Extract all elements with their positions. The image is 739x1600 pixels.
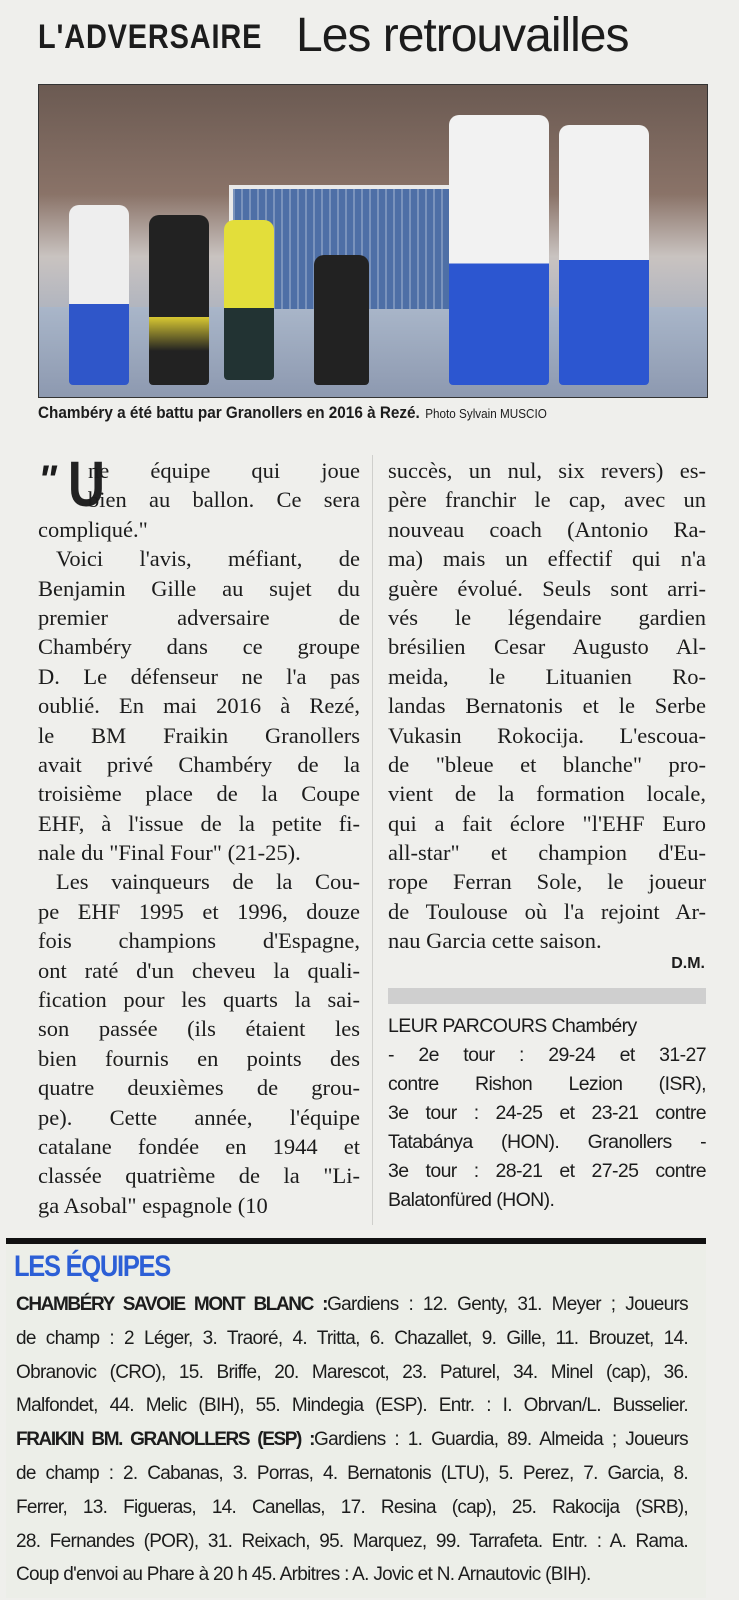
parcours-box — [388, 1012, 706, 1215]
teams-box — [6, 1238, 706, 1598]
parcours-line: 3e tour : 28-21 et 27-25 contre — [388, 1160, 706, 1182]
handball-match-photo — [38, 84, 708, 398]
article-line: père franchir le cap, avec un — [388, 487, 706, 513]
article-line: qui a fait éclore "l'EHF Euro — [388, 810, 706, 836]
article-line: troisième place de la Coupe — [38, 781, 360, 807]
parcours-line: Balatonfüred (HON). — [388, 1189, 555, 1211]
team-name: CHAMBÉRY SAVOIE MONT BLANC : — [16, 1294, 328, 1315]
referee-yellow — [224, 220, 274, 380]
section-kicker: L'ADVERSAIRE — [38, 18, 263, 56]
article-line: fois champions d'Espagne, — [38, 928, 360, 954]
team-line: 28. Fernandes (POR), 31. Reixach, 95. Marquez, 99. Tarrafeta. Entr. : A. Rama. — [16, 1530, 688, 1552]
article-line: de Toulouse où l'a rejoint Ar- — [388, 898, 706, 924]
teams-top-rule — [6, 1238, 706, 1244]
article-line: avait privé Chambéry de la — [38, 751, 360, 777]
article-line: Benjamin Gille au sujet du — [38, 575, 360, 601]
article-line: oublié. En mai 2016 à Rezé, — [38, 693, 360, 719]
article-line: succès, un nul, six revers) es- — [388, 458, 706, 483]
team-line: Malfondet, 44. Melic (BIH), 55. Mindegia (ESP). Entr. : I. Obrvan/L. Busselier. — [16, 1395, 688, 1417]
article-left-column — [38, 456, 360, 1220]
player-black-23 — [149, 215, 209, 385]
parcours-line: LEUR PARCOURS Chambéry — [388, 1015, 637, 1037]
player-white-7 — [449, 115, 549, 385]
article-line: pe EHF 1995 et 1996, douze — [38, 898, 360, 924]
article-line: catalane fondée en 1944 et — [38, 1133, 360, 1159]
article-line: EHF, à l'issue de la petite fi- — [38, 810, 360, 836]
parcours-line: - 2e tour : 29-24 et 31-27 — [388, 1044, 706, 1066]
article-line: Voici l'avis, méfiant, de — [56, 546, 360, 572]
player-white-14 — [69, 205, 129, 385]
player-bent — [314, 255, 369, 385]
team-line: de champ : 2 Léger, 3. Traoré, 4. Tritta, 6. Chazallet, 9. Gille, 11. Brouzet, 14. — [16, 1327, 688, 1349]
team-roster-text: Gardiens : 1. Guardia, 89. Almeida ; Joueurs — [314, 1429, 688, 1451]
parcours-line: Tatabánya (HON). Granollers - — [388, 1131, 706, 1153]
article-line: classée quatrième de la "Li- — [38, 1163, 360, 1189]
team-line: Ferrer, 13. Figueras, 14. Canellas, 17. Resina (cap), 25. Rakocija (SRB), — [16, 1496, 688, 1518]
article-line: vés le légendaire gardien — [388, 604, 706, 630]
article-line: meida, le Lituanien Ro- — [388, 663, 706, 689]
article-line: Les vainqueurs de la Cou- — [56, 869, 360, 895]
article-right-column — [388, 456, 706, 956]
teams-body — [16, 1288, 688, 1592]
opening-quote-mark: " — [38, 458, 57, 502]
parcours-line: 3e tour : 24-25 et 23-21 contre — [388, 1102, 706, 1124]
caption-text: Chambéry a été battu par Granollers en 2016 à Rezé. — [38, 403, 420, 422]
article-line: Chambéry dans ce groupe — [38, 634, 360, 660]
team-line — [16, 1423, 688, 1457]
article-line: Vukasin Rokocija. L'escoua- — [388, 722, 706, 748]
article-line: nale du "Final Four" (21-25). — [38, 840, 301, 866]
article-line: D. Le défenseur ne l'a pas — [38, 663, 360, 689]
parcours-separator — [388, 988, 706, 1004]
article-line: guère évolué. Seuls sont arri- — [388, 575, 706, 601]
article-line: pe). Cette année, l'équipe — [38, 1104, 360, 1130]
column-divider — [372, 455, 373, 1225]
article-line: rope Ferran Sole, le joueur — [388, 869, 706, 895]
article-line: son passée (ils étaient les — [38, 1016, 360, 1042]
article-line: quatre deuxièmes de grou- — [38, 1075, 360, 1101]
article-line: landas Bernatonis et le Serbe — [388, 693, 706, 719]
article-line: all-star" et champion d'Eu- — [388, 840, 706, 866]
article-line: fication pour les quarts la sai- — [38, 987, 360, 1013]
parcours-line: contre Rishon Lezion (ISR), — [388, 1073, 706, 1095]
article-line: ga Asobal" espagnole (10 — [38, 1192, 268, 1218]
drop-cap: U — [68, 448, 105, 520]
article-line: ne équipe qui joue — [88, 458, 360, 483]
article-line: bien au ballon. Ce sera — [88, 487, 360, 513]
teams-title: LES ÉQUIPES — [14, 1250, 171, 1283]
match-info-line: Coup d'envoi au Phare à 20 h 45. Arbitres : A. Jovic et N. Arnautovic (BIH). — [16, 1564, 591, 1586]
player-white-celebrating — [559, 125, 649, 385]
team-line: Obranovic (CRO), 15. Briffe, 20. Marescot, 23. Paturel, 34. Minel (cap), 36. — [16, 1361, 688, 1383]
photo-credit: Photo Sylvain MUSCIO — [425, 406, 547, 421]
article-line: le BM Fraikin Granollers — [38, 722, 360, 748]
article-line: nouveau coach (Antonio Ra- — [388, 516, 706, 542]
article-line: premier adversaire de — [38, 604, 360, 630]
article-line: vient de la formation locale, — [388, 781, 706, 807]
team-name: FRAIKIN BM. GRANOLLERS (ESP) : — [16, 1429, 315, 1451]
article-line: de "bleue et blanche" pro- — [388, 751, 706, 777]
team-line: de champ : 2. Cabanas, 3. Porras, 4. Bernatonis (LTU), 5. Perez, 7. Garcia, 8. — [16, 1462, 688, 1484]
article-line: ont raté d'un cheveu la quali- — [38, 957, 360, 983]
article-line: compliqué." — [38, 516, 148, 542]
team-roster-text: Gardiens : 12. Genty, 31. Meyer ; Joueurs — [327, 1294, 688, 1315]
article-line: brésilien Cesar Augusto Al- — [388, 634, 706, 660]
article-line: nau Garcia cette saison. — [388, 928, 602, 954]
photo-caption — [38, 403, 547, 423]
headline: Les retrouvailles — [296, 9, 629, 62]
article-line: bien fournis en points des — [38, 1045, 360, 1071]
team-line — [16, 1288, 688, 1322]
article-line: ma) mais un effectif qui n'a — [388, 546, 706, 572]
author-signature: D.M. — [671, 955, 705, 972]
